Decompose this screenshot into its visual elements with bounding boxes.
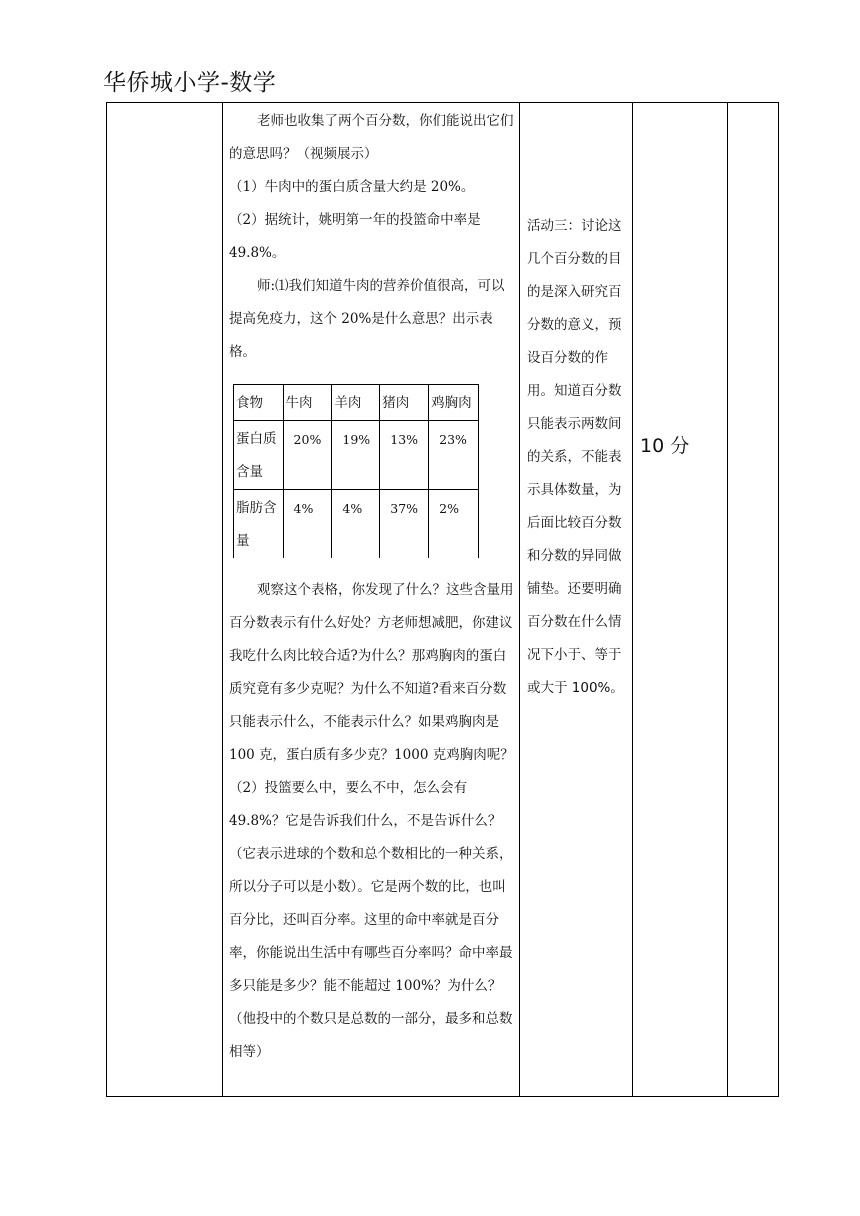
header-cell: 羊肉	[332, 385, 380, 421]
column-divider	[222, 103, 223, 1096]
value-cell: 4%	[332, 490, 380, 559]
header-cell: 鸡胸肉	[429, 385, 479, 421]
value-cell: 23%	[429, 421, 479, 490]
value-cell: 2%	[429, 490, 479, 559]
value-cell: 19%	[332, 421, 380, 490]
paragraph-beef: （1）牛肉中的蛋白质含量大约是 20%。	[229, 179, 475, 195]
time-allocation: 10 分	[640, 435, 690, 457]
header-cell: 猪肉	[380, 385, 429, 421]
paragraph-observe: 观察这个表格，你发现了什么？这些含量用百分数表示有什么好处？方老师想减肥，你建议我吃什么肉比较合适?为什么？那鸡胸肉的蛋白质究竟有多少克呢？为什么不知道?看来百分数只能表示什么，不能表示什么？如果鸡胸肉是 100 克，蛋白质有多少克？1000 克鸡胸肉呢？	[229, 582, 514, 763]
design-intent-cell: 活动三：讨论这几个百分数的目的是深入研究百分数的意义，预设百分数的作用。知道百分数只能表示两数间的关系，不能表示具体数量，为后面比较百分数和分数的异同做铺垫。还要明确百分数在什么情况下小于、等于或大于 100%。	[527, 218, 624, 696]
value-cell: 20%	[283, 421, 332, 490]
paragraph-teacher: 师:⑴我们知道牛肉的营养价值很高，可以提高免疫力，这个 20%是什么意思？出示表格。	[229, 278, 505, 360]
paragraph-yao-ming: （2）据统计，姚明第一年的投篮命中率是 49.8%。	[229, 212, 481, 261]
column-divider	[519, 103, 520, 1096]
page-header: 华侨城小学-数学	[103, 70, 277, 96]
column-divider	[632, 103, 633, 1096]
value-cell: 37%	[380, 490, 429, 559]
header-cell: 牛肉	[283, 385, 332, 421]
value-cell: 13%	[380, 421, 429, 490]
value-cell: 4%	[283, 490, 332, 559]
nutrition-table	[233, 384, 479, 558]
teaching-process-cell	[229, 105, 517, 1069]
table-row	[234, 421, 479, 490]
header-cell: 食物	[234, 385, 284, 421]
paragraph-basketball: （2）投篮要么中，要么不中，怎么会有 49.8%？它是告诉我们什么，不是告诉什么？（它表示进球的个数和总个数相比的一种关系，所以分子可以是小数）。它是两个数的比，也叫百分比，还叫百分率。这里的命中率就是百分率，你能说出生活中有哪些百分率吗？命中率最多只能是多少？能不能超过 100%？为什么？（他投中的个数只是总数的一部分，最多和总数相等）	[229, 780, 513, 1060]
column-divider	[727, 103, 728, 1096]
row-label: 蛋白质含量	[234, 421, 284, 490]
lesson-table	[106, 102, 779, 1097]
row-label: 脂肪含量	[234, 490, 284, 559]
table-row	[234, 490, 479, 559]
paragraph-intro: 老师也收集了两个百分数，你们能说出它们的意思吗？（视频展示）	[229, 113, 514, 162]
table-header-row	[234, 385, 479, 421]
